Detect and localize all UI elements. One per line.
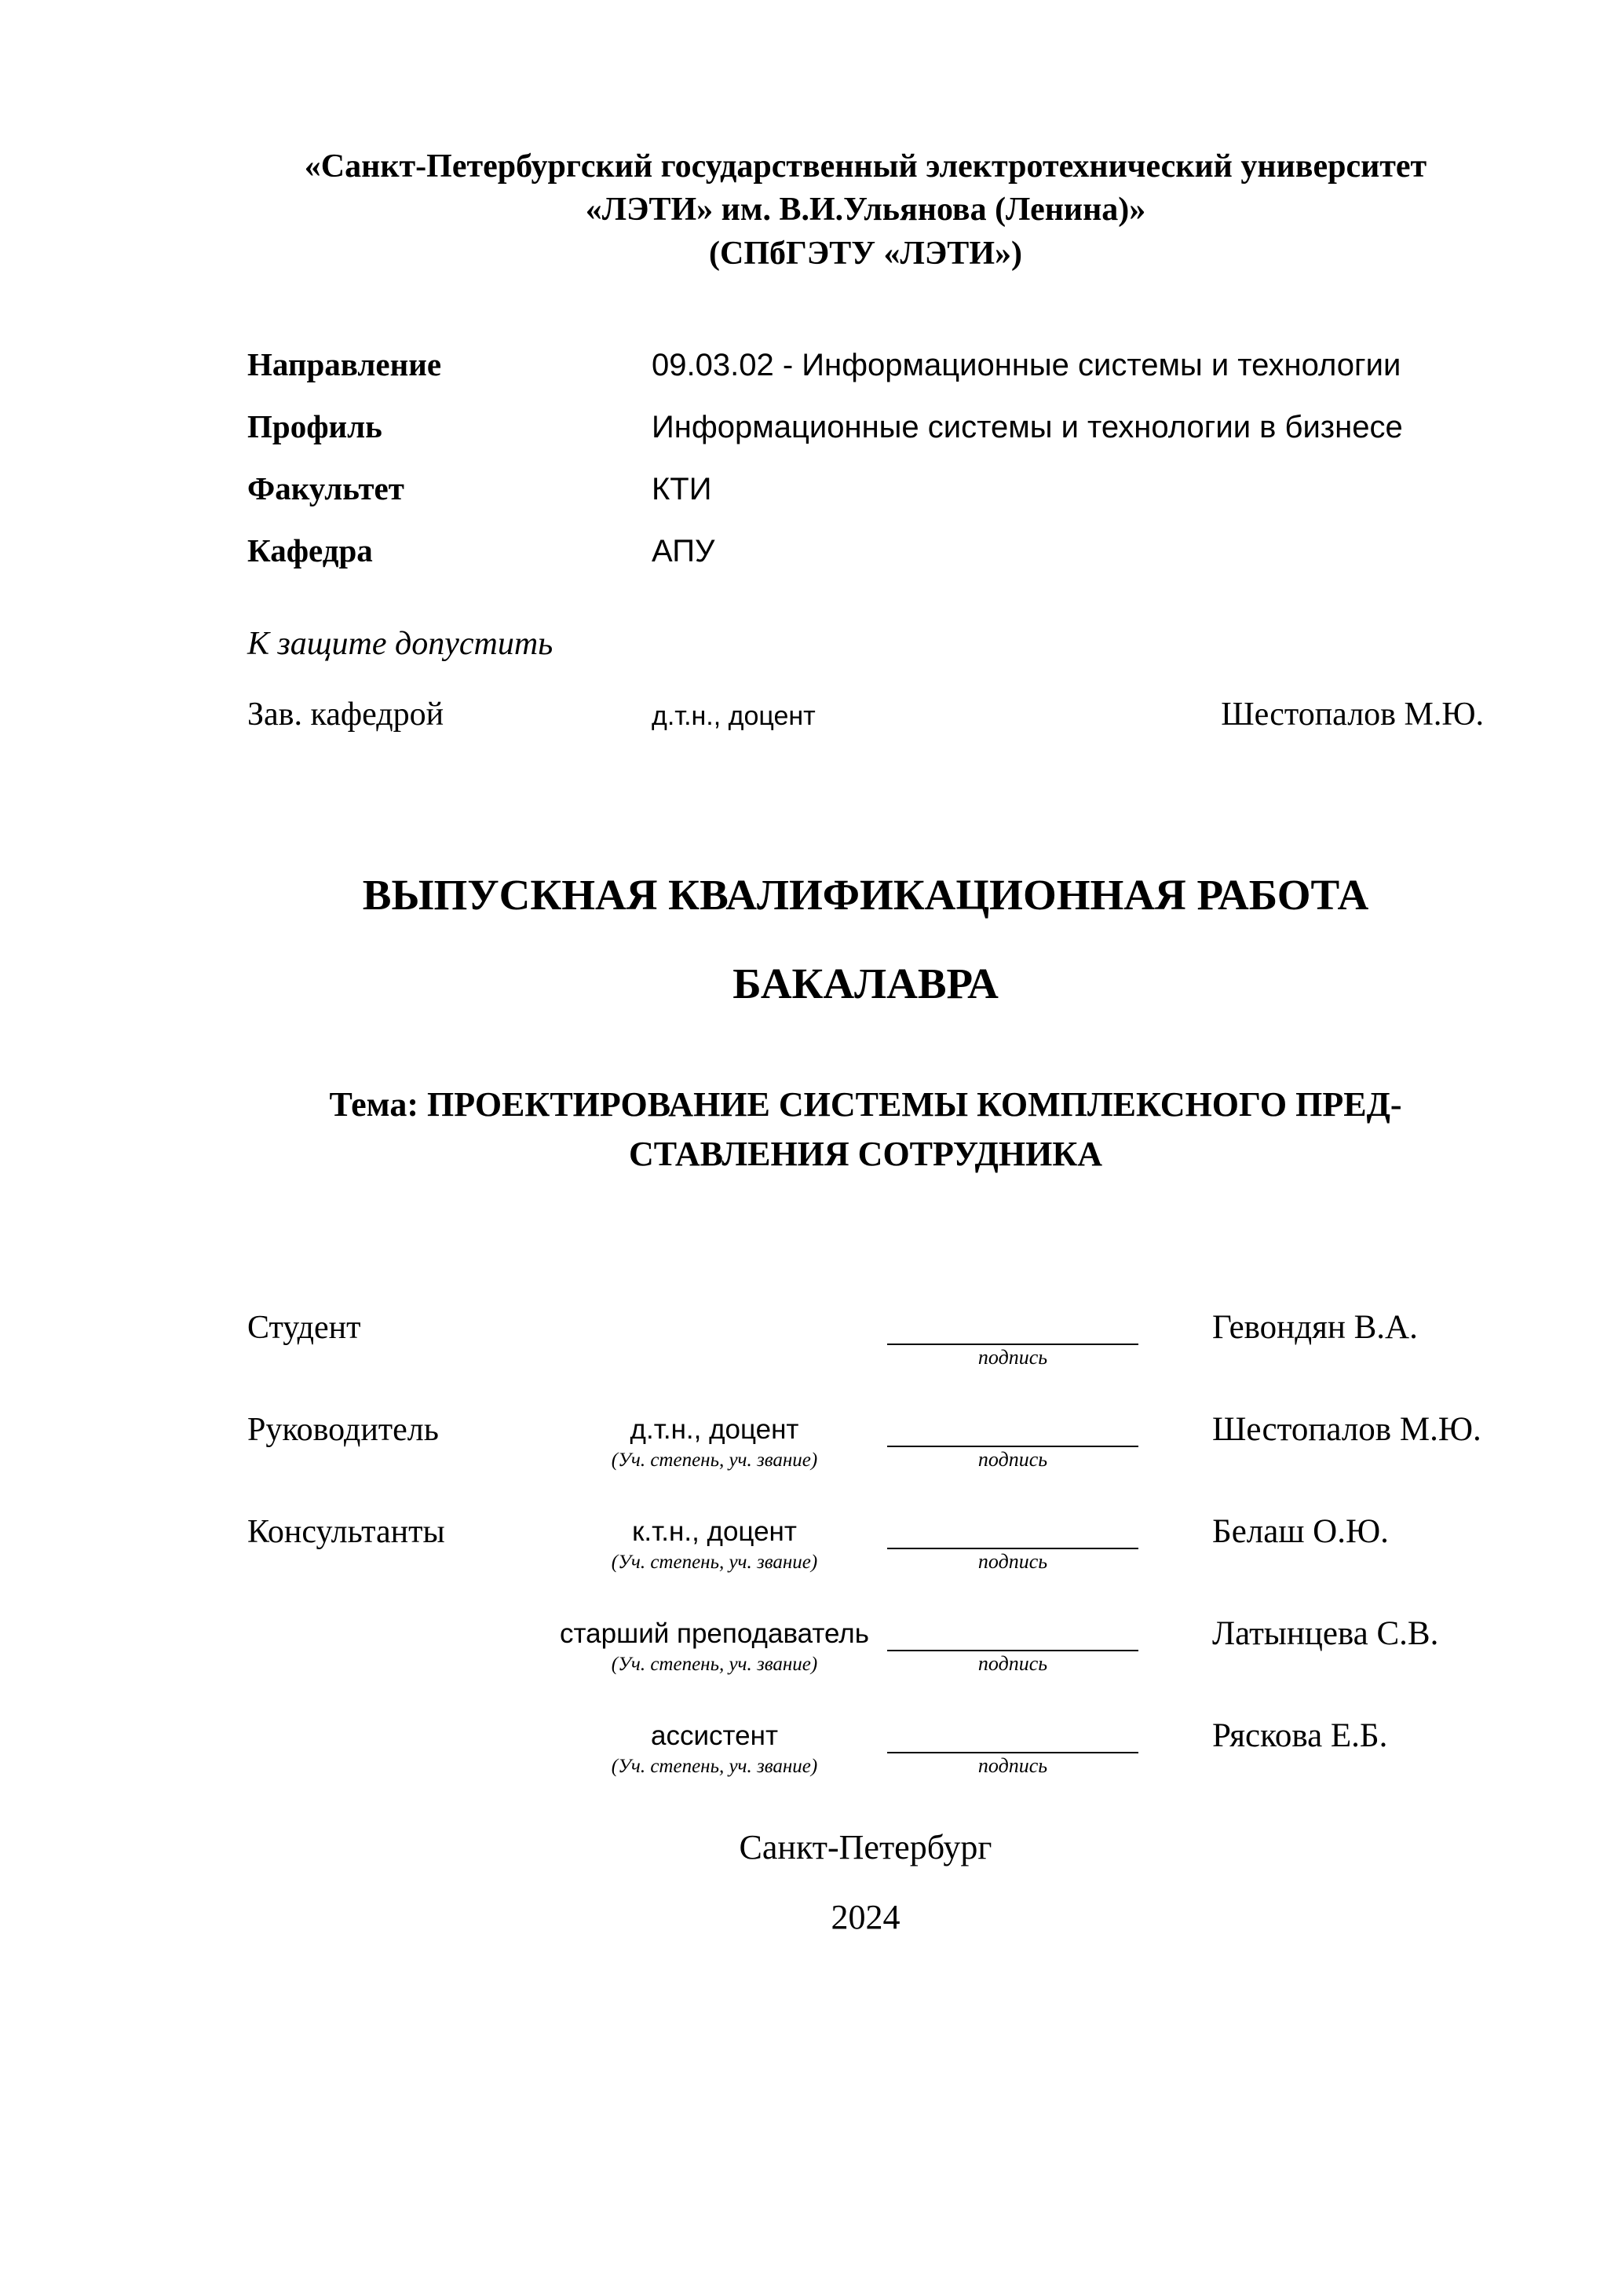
signature-row-consultant-3 (247, 1717, 1484, 1779)
signature-field (879, 1309, 1138, 1370)
signature-line (887, 1411, 1138, 1447)
signature-degree-text: д.т.н., доцент (630, 1414, 799, 1446)
field-value-profile: Информационные системы и технологии в бизнесе (652, 410, 1403, 445)
field-row-direction (247, 348, 1484, 382)
department-head-degree: д.т.н., доцент (652, 700, 816, 731)
signature-line (887, 1615, 1138, 1651)
signature-name: Латынцева С.В. (1212, 1615, 1439, 1653)
department-head-label: Зав. кафедрой (247, 696, 444, 733)
signature-field (879, 1717, 1138, 1779)
department-head-row (247, 696, 1484, 733)
field-value-faculty: КТИ (652, 472, 712, 507)
thesis-title-line2: БАКАЛАВРА (732, 959, 999, 1007)
university-abbreviation: (СПбГЭТУ «ЛЭТИ») (709, 235, 1022, 272)
signature-name: Гевондян В.А. (1212, 1309, 1418, 1347)
signature-field (879, 1615, 1138, 1676)
field-row-profile (247, 410, 1484, 444)
signature-degree-caption: (Уч. степень, уч. звание) (611, 1552, 818, 1574)
signature-degree (550, 1615, 879, 1676)
program-fields (247, 348, 1484, 568)
admit-to-defense-line: К защите допустить (247, 625, 553, 662)
signature-degree (550, 1411, 879, 1472)
signature-role: Консультанты (247, 1514, 445, 1551)
university-header (247, 145, 1484, 276)
field-row-faculty (247, 472, 1484, 506)
field-label-direction: Направление (247, 346, 442, 383)
university-name-line2: «ЛЭТИ» им. В.И.Ульянова (Ленина)» (585, 192, 1146, 229)
signature-name: Ряскова Е.Б. (1212, 1717, 1388, 1755)
signature-name: Шестопалов М.Ю. (1212, 1411, 1481, 1449)
signature-line (887, 1513, 1138, 1549)
thesis-title (247, 870, 1484, 1007)
signature-line (887, 1309, 1138, 1345)
field-value-department: АПУ (652, 534, 715, 569)
footer-year: 2024 (831, 1898, 901, 1937)
signature-row-student (247, 1309, 1484, 1370)
signature-caption: подпись (977, 1346, 1048, 1369)
signature-caption: подпись (977, 1448, 1048, 1472)
field-row-department (247, 534, 1484, 568)
signature-role: Руководитель (247, 1412, 439, 1449)
footer (247, 1827, 1484, 1937)
signature-row-supervisor (247, 1411, 1484, 1472)
footer-city: Санкт-Петербург (739, 1828, 992, 1867)
signature-name: Белаш О.Ю. (1212, 1513, 1389, 1551)
signature-degree-caption: (Уч. степень, уч. звание) (611, 1756, 818, 1778)
signature-field (879, 1513, 1138, 1574)
signature-field (879, 1411, 1138, 1472)
thesis-topic-line1: Тема: ПРОЕКТИРОВАНИЕ СИСТЕМЫ КОМПЛЕКСНОГО ПРЕД- (329, 1084, 1402, 1124)
signature-caption: подпись (977, 1652, 1048, 1676)
signature-block (247, 1309, 1484, 1779)
department-head-name: Шестопалов М.Ю. (1221, 696, 1484, 733)
signature-row-consultant-1 (247, 1513, 1484, 1574)
field-label-department: Кафедра (247, 532, 373, 569)
signature-line (887, 1717, 1138, 1753)
field-value-direction: 09.03.02 - Информационные системы и технологии (652, 348, 1401, 383)
signature-degree-caption: (Уч. степень, уч. звание) (611, 1654, 818, 1676)
thesis-title-line1: ВЫПУСКНАЯ КВАЛИФИКАЦИОННАЯ РАБОТА (362, 870, 1369, 919)
signature-caption: подпись (977, 1754, 1048, 1778)
thesis-topic (247, 1080, 1484, 1180)
signature-degree-text: старший преподаватель (560, 1618, 869, 1650)
signature-degree-text: к.т.н., доцент (632, 1516, 797, 1548)
signature-caption: подпись (977, 1550, 1048, 1574)
signature-degree (550, 1717, 879, 1779)
university-name-line1: «Санкт-Петербургский государственный электротехнический университет (304, 148, 1427, 185)
signature-role: Студент (247, 1310, 361, 1347)
field-label-faculty: Факультет (247, 470, 404, 507)
field-label-profile: Профиль (247, 408, 382, 445)
signature-row-consultant-2 (247, 1615, 1484, 1676)
signature-degree-caption: (Уч. степень, уч. звание) (611, 1450, 818, 1472)
thesis-topic-line2: СТАВЛЕНИЯ СОТРУДНИКА (628, 1135, 1103, 1174)
signature-degree-text: ассистент (651, 1720, 778, 1752)
signature-degree (550, 1513, 879, 1574)
